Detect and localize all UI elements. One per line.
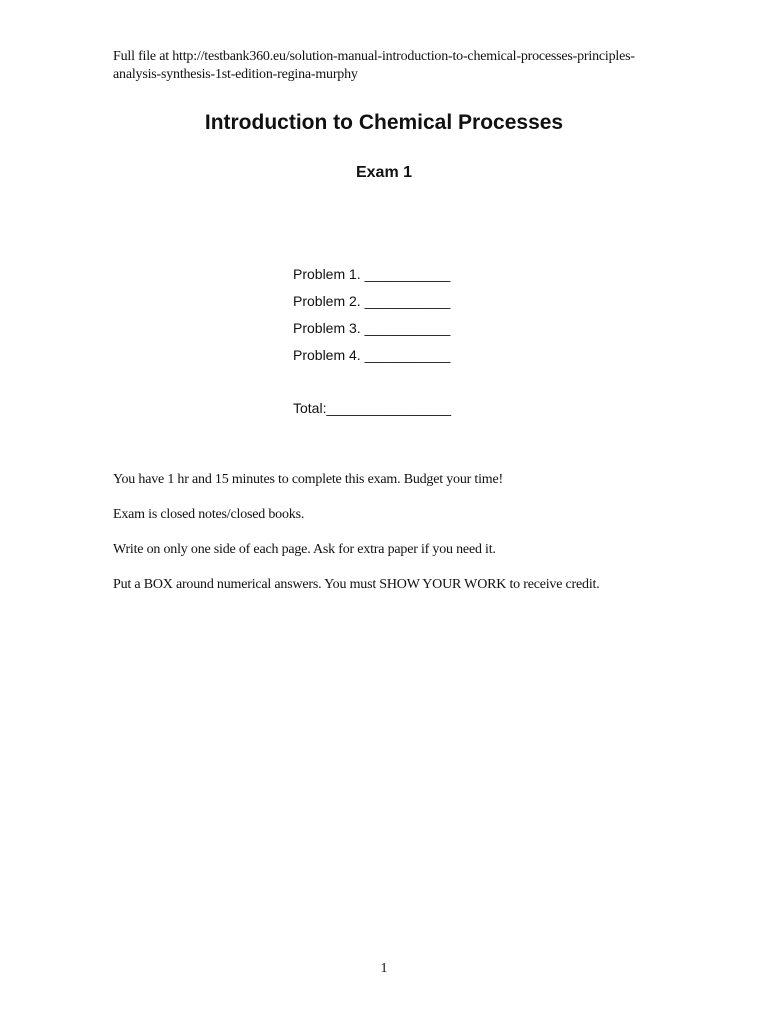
exam-subtitle: Exam 1: [355, 164, 413, 181]
source-note: Full file at http://testbank360.eu/solution-manual-introduction-to-chemical-processes-principles-analysis-synthesis-1st-edition-regina-murphy: [113, 49, 635, 82]
problem-2-score-line: Problem 2. ___________: [293, 293, 451, 309]
score-sheet: [293, 264, 451, 416]
problem-3-score-line: Problem 3. ___________: [293, 320, 451, 336]
problem-1-score-line: Problem 1. ___________: [293, 266, 451, 282]
instruction-one-side: Write on only one side of each page. Ask for extra paper if you need it.: [113, 542, 496, 557]
document-title: Introduction to Chemical Processes: [204, 111, 564, 134]
instruction-box-answers: Put a BOX around numerical answers. You must SHOW YOUR WORK to receive credit.: [113, 577, 600, 592]
instruction-time-limit: You have 1 hr and 15 minutes to complete this exam. Budget your time!: [113, 472, 503, 487]
instruction-closed-book: Exam is closed notes/closed books.: [113, 507, 305, 522]
problem-4-score-line: Problem 4. ___________: [293, 347, 451, 363]
page-number: 1: [380, 961, 388, 976]
exam-instructions: [113, 471, 653, 611]
total-score-line: Total:________________: [293, 400, 452, 416]
